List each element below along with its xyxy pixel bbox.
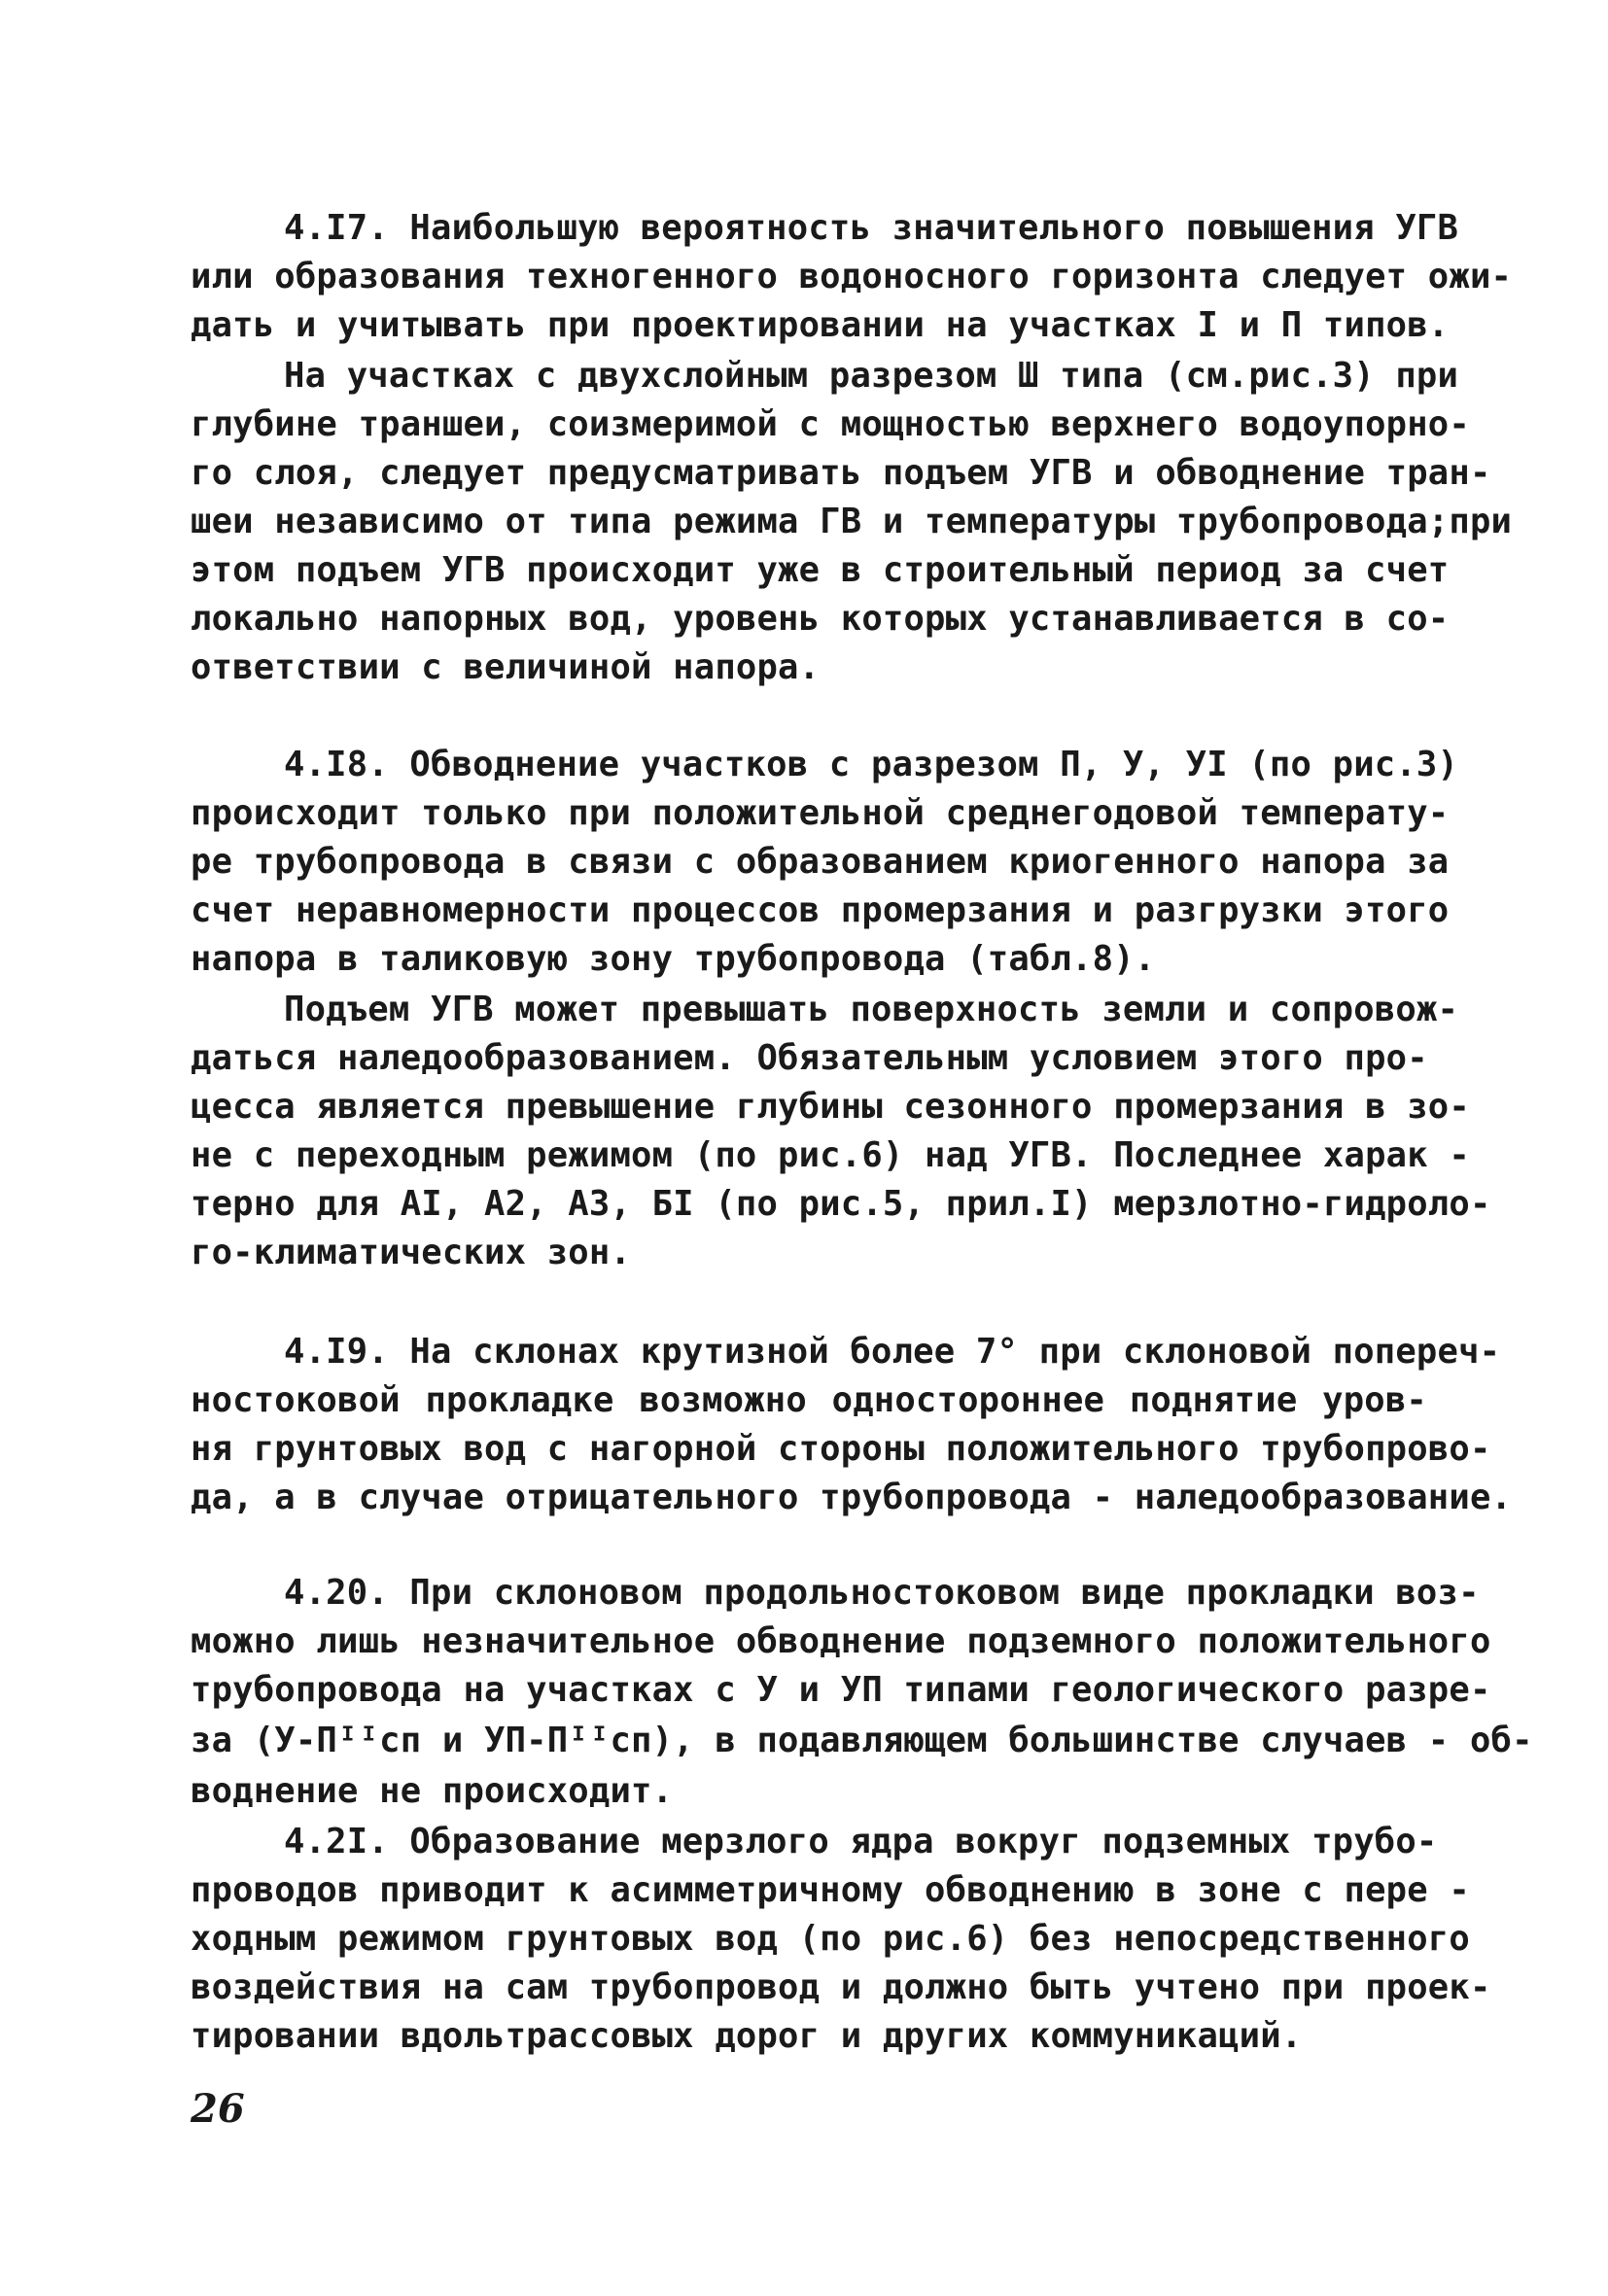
text-line: ня грунтовых вод с нагорной стороны положительного трубопрово- xyxy=(191,1429,1491,1469)
text-line: глубине траншеи, соизмеримой с мощностью верхнего водоупорно- xyxy=(191,404,1470,444)
text-line: не с переходным режимом (по рис.6) над УГВ. Последнее харак - xyxy=(191,1135,1470,1175)
page-number: 26 xyxy=(191,2086,245,2132)
text-line: счет неравномерности процессов промерзания и разгрузки этого xyxy=(191,890,1450,930)
text-line: цесса является превышение глубины сезонного промерзания в зо- xyxy=(191,1087,1470,1127)
text-line: проводов приводит к асимметричному обводнению в зоне с пере - xyxy=(191,1870,1470,1910)
text-line: воздействия на сам трубопровод и должно быть учтено при проек- xyxy=(191,1967,1491,2007)
text-line: или образования техногенного водоносного горизонта следует ожи- xyxy=(191,257,1513,296)
text-line: за (У-Пᴵᴵсп и УП-Пᴵᴵсп), в подавляющем большинстве случаев - об- xyxy=(191,1721,1533,1760)
text-line: дать и учитывать при проектировании на участках I и П типов. xyxy=(191,305,1450,345)
text-line: 4.2I. Образование мерзлого ядра вокруг подземных трубо- xyxy=(284,1822,1438,1861)
text-line: трубопровода на участках с У и УП типами геологического разре- xyxy=(191,1670,1491,1710)
text-line: напора в таликовую зону трубопровода (табл.8). xyxy=(191,939,1156,979)
text-line: воднение не происходит. xyxy=(191,1771,674,1811)
text-line: ре трубопровода в связи с образованием криогенного напора за xyxy=(191,842,1450,882)
text-line: ходным режимом грунтовых вод (по рис.6) без непосредственного xyxy=(191,1919,1470,1959)
text-line: да, а в случае отрицательного трубопровода - наледообразование. xyxy=(191,1478,1513,1517)
text-line: даться наледообразованием. Обязательным условием этого про- xyxy=(191,1038,1428,1078)
text-line: 4.20. При склоновом продольностоковом виде прокладки воз- xyxy=(284,1573,1480,1613)
text-line: шеи независимо от типа режима ГВ и температуры трубопровода;при xyxy=(191,502,1513,541)
text-line: 4.I9. На склонах крутизной более 7° при склоновой попереч- xyxy=(284,1332,1501,1372)
text-line: происходит только при положительной среднегодовой температу- xyxy=(191,793,1450,833)
text-line: тировании вдольтрассовых дорог и других коммуникаций. xyxy=(191,2016,1303,2056)
text-line: ответствии с величиной напора. xyxy=(191,647,821,687)
text-line: терно для АI, А2, А3, БI (по рис.5, прил.I) мерзлотно-гидроло- xyxy=(191,1184,1491,1224)
text-line: локально напорных вод, уровень которых устанавливается в со- xyxy=(191,599,1450,639)
text-line: го-климатических зон. xyxy=(191,1233,632,1272)
text-line: 4.I7. Наибольшую вероятность значительного повышения УГВ xyxy=(284,208,1459,248)
text-line: го слоя, следует предусматривать подъем УГВ и обводнение тран- xyxy=(191,453,1491,493)
text-line: На участках с двухслойным разрезом Ш типа (см.рис.3) при xyxy=(284,356,1459,396)
text-line: 4.I8. Обводнение участков с разрезом П, У, УI (по рис.3) xyxy=(284,745,1459,784)
text-line: Подъем УГВ может превышать поверхность земли и сопровож- xyxy=(284,990,1459,1029)
text-line: ностоковой прокладке возможно одностороннее поднятие уров- xyxy=(191,1380,1427,1420)
text-line: можно лишь незначительное обводнение подземного положительного xyxy=(191,1621,1491,1661)
text-line: этом подъем УГВ происходит уже в строительный период за счет xyxy=(191,550,1450,590)
